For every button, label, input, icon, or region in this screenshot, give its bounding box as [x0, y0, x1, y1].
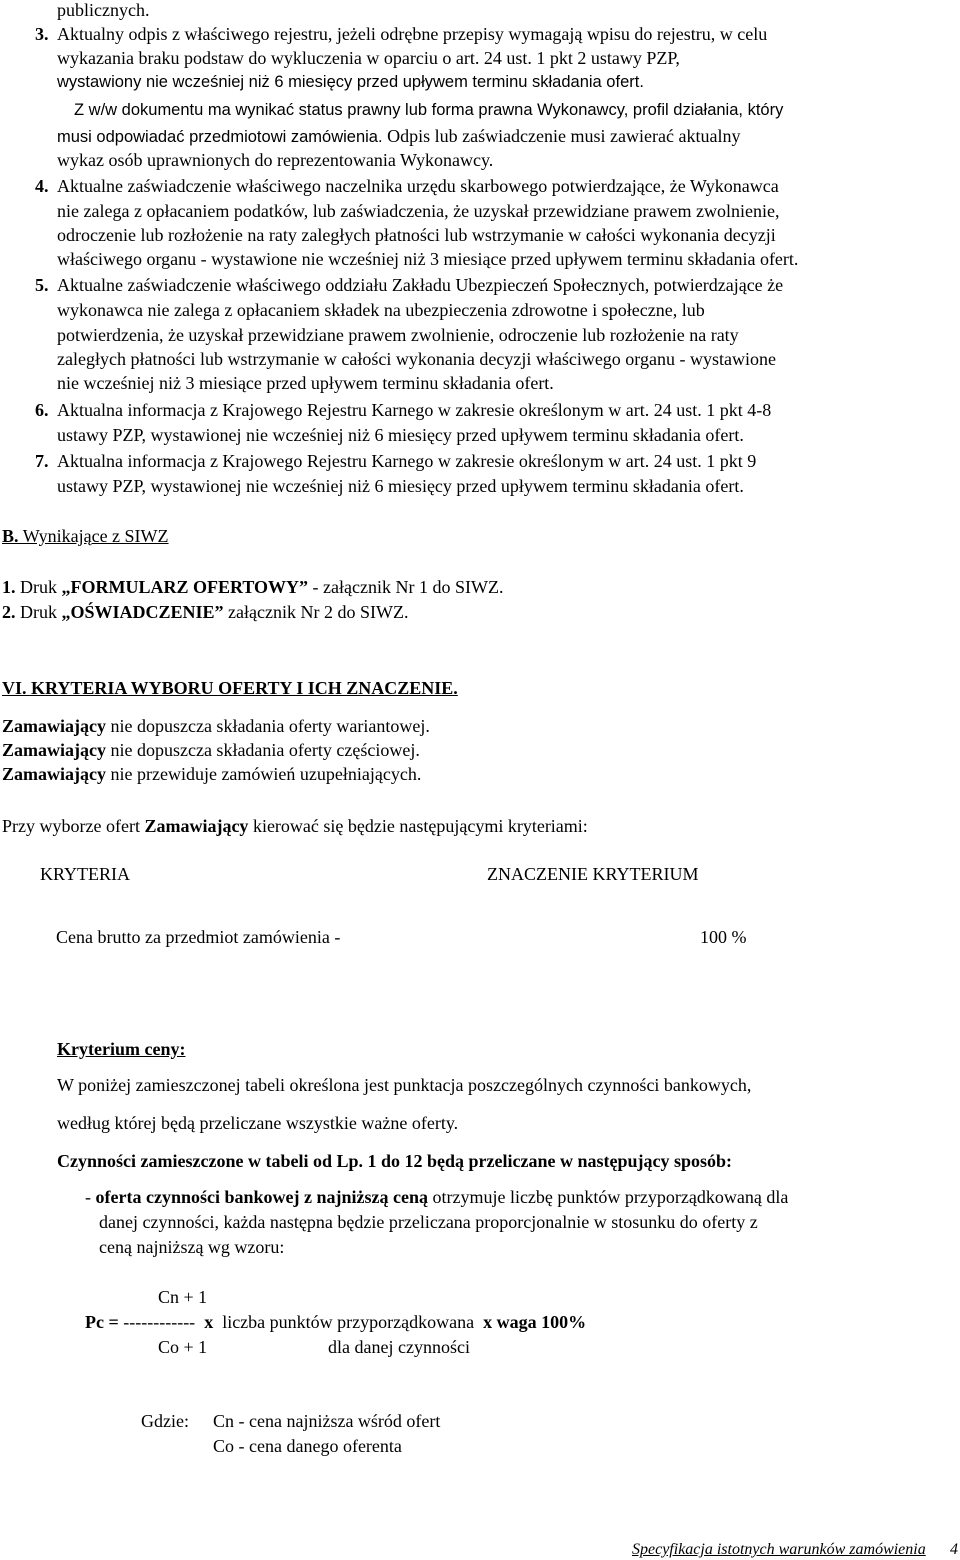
column-header-kryteria: KRYTERIA	[40, 864, 130, 884]
list-item-line: zaległych płatności lub wstrzymanie w całości wykonania decyzji właściwego organu - wystawione	[57, 349, 776, 369]
list-item-line: wykaz osób uprawnionych do reprezentowania Wykonawcy.	[57, 150, 494, 170]
rule-line: ceną najniższą wg wzoru:	[99, 1237, 285, 1257]
subsection-heading: Kryterium ceny:	[57, 1039, 186, 1059]
bold-term: Zamawiający	[2, 764, 106, 784]
list-item-line: wykazania braku podstaw do wykluczenia w oparciu o art. 24 ust. 1 pkt 2 ustawy PZP,	[57, 48, 680, 68]
formula-fraction-bar: ------------	[123, 1312, 196, 1332]
list-item-line: wystawiony nie wcześniej niż 6 miesięcy przed upływem terminu składania ofert.	[57, 73, 644, 91]
bold-instruction: Czynności zamieszczone w tabeli od Lp. 1 do 12 będą przeliczane w następujący sposób:	[57, 1151, 732, 1171]
bold-term: Zamawiający	[2, 716, 106, 736]
druk-line	[2, 575, 503, 599]
text-span: nie dopuszcza składania oferty wariantowej.	[105, 716, 430, 736]
text-span: nie dopuszcza składania oferty częściowej.	[105, 740, 420, 760]
list-number: 7.	[35, 451, 49, 471]
text-line: według której będą przeliczane wszystkie ważne oferty.	[57, 1113, 459, 1133]
list-item-line: Z w/w dokumentu ma wynikać status prawny lub forma prawna Wykonawcy, profil działania, który	[74, 101, 784, 119]
page-number: 4	[950, 1541, 958, 1558]
list-item-line	[57, 124, 740, 149]
text-span: załącznik Nr 2 do SIWZ.	[223, 602, 409, 622]
list-item-line: właściwego organu - wystawione nie wcześniej niż 3 miesiące przed upływem terminu składania ofert.	[57, 249, 799, 269]
druk-line	[2, 600, 408, 624]
legend-co: Co - cena danego oferenta	[213, 1436, 402, 1456]
list-item-line: potwierdzenia, że uzyskał przewidziane prawem zwolnienie, odroczenie lub rozłożenie na raty	[57, 325, 739, 345]
text-span: kierować się będzie następującymi kryteriami:	[248, 816, 588, 836]
text-line	[2, 814, 588, 838]
bold-term: Zamawiający	[144, 816, 249, 836]
text-line: publicznych.	[57, 0, 150, 20]
list-item-line: ustawy PZP, wystawionej nie wcześniej niż 6 miesięcy przed upływem terminu składania ofert.	[57, 425, 744, 445]
text-span: -	[85, 1187, 96, 1207]
legend-cn: Cn - cena najniższa wśród ofert	[213, 1411, 441, 1431]
formula-weight: x waga 100%	[483, 1312, 587, 1332]
list-item-line: ustawy PZP, wystawionej nie wcześniej niż 6 miesięcy przed upływem terminu składania ofert.	[57, 476, 744, 496]
text-span: musi odpowiadać przedmiotowi zamówienia.	[57, 128, 383, 146]
list-number: 6.	[35, 400, 49, 420]
text-span: Druk	[15, 602, 62, 622]
text-span: nie przewiduje zamówień uzupełniających.	[105, 764, 422, 784]
page-footer	[632, 1540, 960, 1560]
list-number: 3.	[35, 24, 49, 44]
list-number: 1.	[2, 577, 16, 597]
criterion-name: Cena brutto za przedmiot zamówienia -	[56, 927, 341, 947]
column-header-znaczenie: ZNACZENIE KRYTERIUM	[487, 864, 699, 884]
footer-title: Specyfikacja istotnych warunków zamówienia	[632, 1541, 926, 1558]
legend-label: Gdzie:	[141, 1411, 189, 1431]
bold-term: Zamawiający	[2, 740, 106, 760]
formula-lhs: Pc =	[85, 1312, 124, 1332]
text-line	[2, 714, 430, 738]
text-span: - załącznik Nr 1 do SIWZ.	[308, 577, 504, 597]
text-span: Druk	[15, 577, 62, 597]
formula-denominator: Co + 1	[158, 1337, 208, 1357]
list-item-line: odroczenie lub rozłożenie na raty zaległych płatności lub wstrzymanie w całości wykonania decyzji	[57, 225, 776, 245]
text-span: otrzymuje liczbę punktów przyporządkowaną dla	[427, 1187, 789, 1207]
list-item-line: Aktualne zaświadczenie właściwego oddziału Zakładu Ubezpieczeń Społecznych, potwierdzające że	[57, 275, 784, 295]
bold-term: oferta czynności bankowej z najniższą ceną	[95, 1187, 428, 1207]
criterion-weight: 100 %	[700, 927, 747, 947]
list-item-line: wykonawca nie zalega z opłacaniem składek na ubezpieczenia zdrowotne i społeczne, lub	[57, 300, 705, 320]
text-span: Odpis lub zaświadczenie musi zawierać aktualny	[387, 126, 741, 146]
list-number: 2.	[2, 602, 16, 622]
list-number: 5.	[35, 275, 49, 295]
section-heading	[2, 524, 169, 548]
text-line: W poniżej zamieszczonej tabeli określona jest punktacja poszczególnych czynności bankowych,	[57, 1075, 752, 1095]
formula-subtext: dla danej czynności	[328, 1337, 470, 1357]
form-name: „OŚWIADCZENIE”	[61, 602, 224, 622]
formula-line	[85, 1310, 586, 1334]
text-span: Przy wyborze ofert	[2, 816, 145, 836]
list-item-line: Aktualna informacja z Krajowego Rejestru Karnego w zakresie określonym w art. 24 ust. 1 pkt 9	[57, 451, 757, 471]
section-heading: VI. KRYTERIA WYBORU OFERTY I ICH ZNACZENIE.	[2, 678, 458, 698]
rule-line: danej czynności, każda następna będzie przeliczana proporcjonalnie w stosunku do oferty z	[99, 1212, 758, 1232]
list-item-line: Aktualne zaświadczenie właściwego naczelnika urzędu skarbowego potwierdzające, że Wykonawca	[57, 176, 779, 196]
text-line	[2, 762, 421, 786]
formula-times: x	[204, 1312, 214, 1332]
form-name: „FORMULARZ OFERTOWY”	[61, 577, 309, 597]
list-item-line: nie zalega z opłacaniem podatków, lub zaświadczenia, że uzyskał przewidziane prawem zwolnienie,	[57, 201, 780, 221]
list-item-line: Aktualny odpis z właściwego rejestru, jeżeli odrębne przepisy wymagają wpisu do rejestru, w celu	[57, 24, 768, 44]
list-number: 4.	[35, 176, 49, 196]
list-item-line: Aktualna informacja z Krajowego Rejestru Karnego w zakresie określonym w art. 24 ust. 1 pkt 4-8	[57, 400, 772, 420]
section-letter: B.	[2, 526, 19, 546]
rule-line	[85, 1185, 788, 1209]
text-line	[2, 738, 420, 762]
section-title: Wynikające z SIWZ	[18, 526, 169, 546]
formula-numerator: Cn + 1	[158, 1287, 208, 1307]
formula-middle: liczba punktów przyporządkowana	[222, 1312, 475, 1332]
list-item-line: nie wcześniej niż 3 miesiące przed upływem terminu składania ofert.	[57, 373, 554, 393]
